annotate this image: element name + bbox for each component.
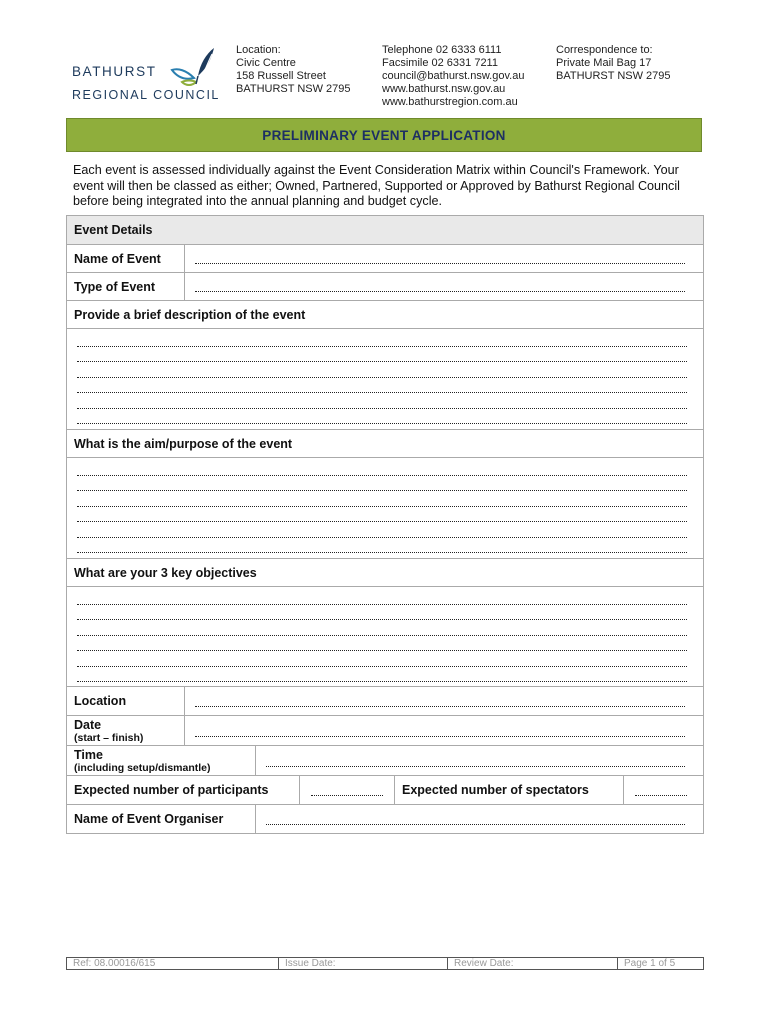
location-line: BATHURST NSW 2795 <box>236 83 351 95</box>
website-link[interactable]: www.bathurst.nsw.gov.au <box>382 83 506 95</box>
dotted-line <box>77 392 687 393</box>
dotted-line <box>77 377 687 378</box>
section-heading: Provide a brief description of the event <box>74 307 306 322</box>
row-time <box>67 746 703 776</box>
website-link[interactable]: www.bathurstregion.com.au <box>382 96 518 108</box>
footer-page-number: Page 1 of 5 <box>624 958 676 969</box>
dotted-line <box>77 604 687 605</box>
location-block <box>236 44 351 96</box>
contact-block <box>382 44 524 109</box>
field-label <box>67 776 300 804</box>
field-label <box>67 245 185 272</box>
date-label: Date <box>74 717 102 732</box>
correspondence-block <box>556 44 671 83</box>
dotted-line <box>77 506 687 507</box>
location-line: Location: <box>236 44 281 56</box>
dotted-line <box>77 490 687 491</box>
telephone: Telephone 02 6333 6111 <box>382 44 502 56</box>
footer-ref: Ref: 08.00016/615 <box>67 958 279 969</box>
location-input[interactable] <box>195 698 685 707</box>
correspondence-line: Correspondence to: <box>556 44 653 56</box>
section-aim <box>67 430 703 458</box>
dotted-line <box>77 346 687 347</box>
location-line: Civic Centre <box>236 57 296 69</box>
footer-review-date: Review Date: <box>448 958 618 969</box>
event-form <box>66 215 704 834</box>
row-date <box>67 716 703 746</box>
description-input[interactable] <box>67 329 703 430</box>
dotted-line <box>77 475 687 476</box>
date-input[interactable] <box>195 728 685 737</box>
type-of-event-label: Type of Event <box>74 279 156 294</box>
dotted-line <box>77 681 687 682</box>
row-type-of-event <box>67 273 703 301</box>
dotted-line <box>77 361 687 362</box>
time-label: Time <box>74 747 103 762</box>
date-sublabel: (start – finish) <box>74 731 144 744</box>
logo-line2: REGIONAL COUNCIL <box>72 88 220 102</box>
dotted-line <box>77 666 687 667</box>
section-heading: What is the aim/purpose of the event <box>74 436 293 451</box>
row-name-of-event <box>67 245 703 273</box>
row-location <box>67 687 703 716</box>
dotted-line <box>77 635 687 636</box>
field-label <box>67 273 185 300</box>
footer-issue-date: Issue Date: <box>279 958 448 969</box>
field-label <box>67 746 256 775</box>
type-of-event-input[interactable] <box>195 283 685 292</box>
field-label <box>67 716 185 745</box>
field-label <box>67 805 256 833</box>
dotted-line <box>77 552 687 553</box>
dotted-line <box>77 537 687 538</box>
correspondence-line: Private Mail Bag 17 <box>556 57 652 69</box>
time-sublabel: (including setup/dismantle) <box>74 761 211 774</box>
facsimile: Facsimile 02 6331 7211 <box>382 57 498 69</box>
row-expected-numbers <box>67 776 703 805</box>
time-input[interactable] <box>266 758 685 767</box>
row-organiser <box>67 805 703 833</box>
email-link[interactable]: council@bathurst.nsw.gov.au <box>382 70 525 82</box>
dotted-line <box>77 521 687 522</box>
section-heading: What are your 3 key objectives <box>74 565 257 580</box>
dotted-line <box>77 619 687 620</box>
organiser-input[interactable] <box>266 816 685 825</box>
spectators-label: Expected number of spectators <box>402 783 589 797</box>
organiser-label: Name of Event Organiser <box>74 812 224 826</box>
document-footer <box>66 957 704 970</box>
dotted-line <box>77 423 687 424</box>
aim-input[interactable] <box>67 458 703 559</box>
section-objectives <box>67 559 703 587</box>
section-event-details <box>67 216 703 245</box>
field-label <box>394 776 624 804</box>
name-of-event-input[interactable] <box>195 255 685 264</box>
location-line: 158 Russell Street <box>236 70 326 82</box>
intro-paragraph: Each event is assessed individually against the Event Consideration Matrix within Council's Framework. Your event will then be classed as either; Owned, Partnered, Supported or Approved by Bathurst Regional Council before being integrated into the annual planning and budget cycle. <box>73 163 680 209</box>
participants-input[interactable] <box>311 787 383 796</box>
spectators-input[interactable] <box>635 787 687 796</box>
objectives-input[interactable] <box>67 587 703 687</box>
dotted-line <box>77 408 687 409</box>
correspondence-line: BATHURST NSW 2795 <box>556 70 671 82</box>
section-heading: Event Details <box>74 223 153 237</box>
participants-label: Expected number of participants <box>74 783 269 797</box>
location-label: Location <box>74 694 127 708</box>
title-bar <box>66 118 702 152</box>
field-label <box>67 687 185 715</box>
council-logo <box>72 46 222 106</box>
section-description <box>67 301 703 329</box>
name-of-event-label: Name of Event <box>74 251 161 266</box>
page-title: PRELIMINARY EVENT APPLICATION <box>262 127 506 143</box>
logo-line1: BATHURST <box>72 64 157 79</box>
dotted-line <box>77 650 687 651</box>
butterfly-icon <box>168 46 220 90</box>
